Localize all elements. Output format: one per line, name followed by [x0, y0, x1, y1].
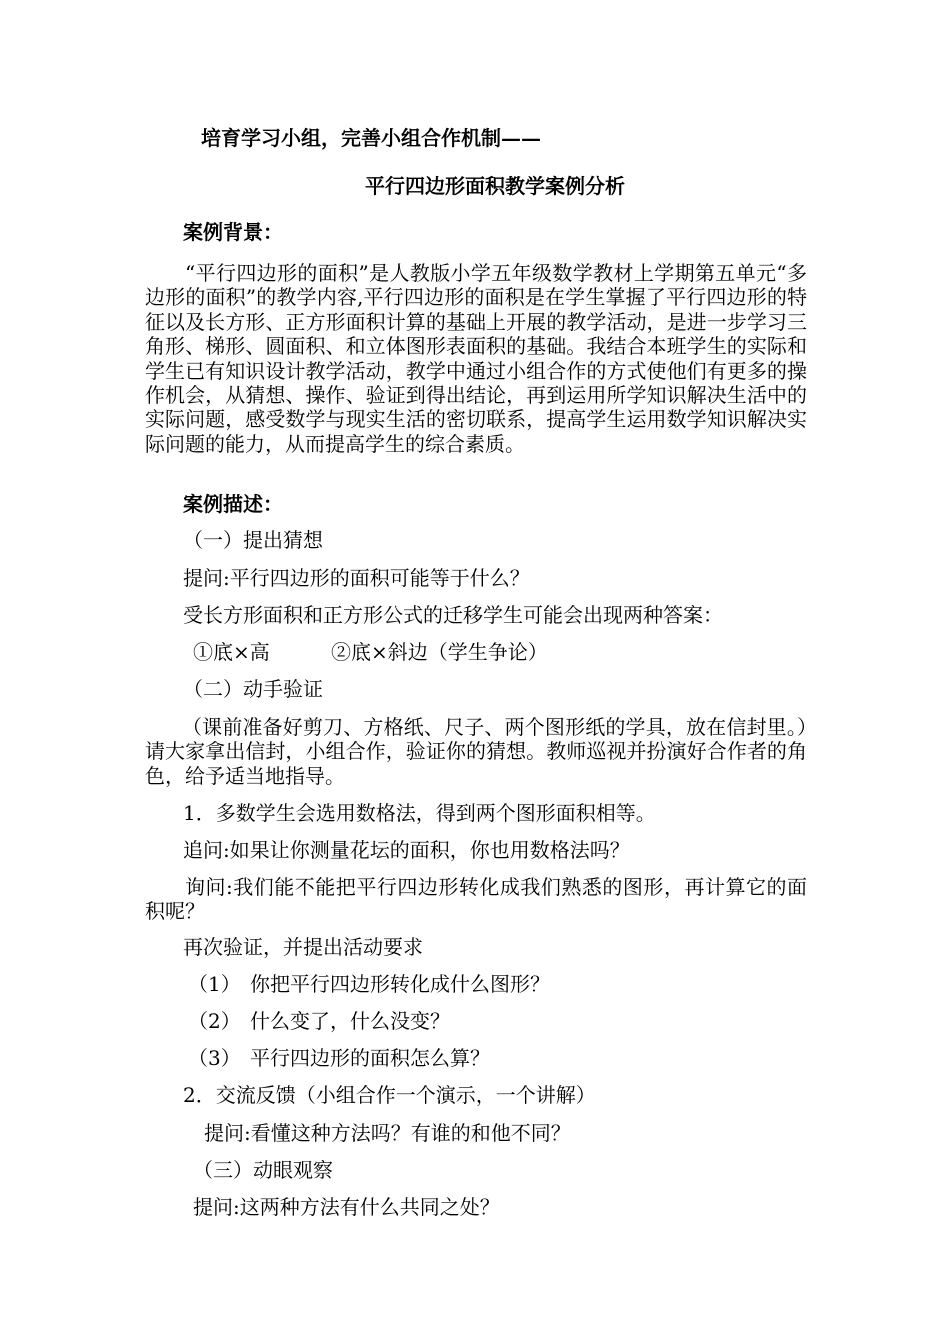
- answer-2: ②底×斜边（学生争论）: [331, 640, 548, 664]
- requirement-1-number: （1）: [188, 972, 241, 996]
- title-line-1: 培育学习小组，完善小组合作机制——: [201, 126, 541, 150]
- preparation-paragraph: （课前准备好剪刀、方格纸、尺子、两个图形纸的学具，放在信封里。）请大家拿出信封，小组合作，验证你的猜想。教师巡视并扮演好合作者的角色，给予适当地指导。: [145, 715, 807, 788]
- follow-up-question: 追问:如果让你测量花坛的面积，你也用数格法吗？: [183, 838, 630, 862]
- answer-1: ①底×高: [193, 640, 270, 664]
- section-1-heading: （一）提出猜想: [183, 528, 323, 552]
- section-2-heading: （二）动手验证: [183, 677, 323, 701]
- item-2: 2．交流反馈（小组合作一个演示，一个讲解）: [183, 1083, 596, 1107]
- question-2: 提问:看懂这种方法吗？有谁的和他不同？: [204, 1121, 571, 1145]
- requirement-3-number: （3）: [188, 1046, 241, 1070]
- question-1: 提问:平行四边形的面积可能等于什么？: [183, 566, 530, 590]
- inquiry-paragraph: 询问:我们能不能把平行四边形转化成我们熟悉的图形，再计算它的面积呢？: [145, 875, 807, 924]
- requirement-1-text: 你把平行四边形转化成什么图形？: [250, 972, 550, 996]
- background-heading: 案例背景：: [183, 220, 283, 244]
- requirement-2-text: 什么变了，什么没变？: [250, 1009, 450, 1033]
- description-heading: 案例描述：: [183, 492, 283, 516]
- question-3: 提问:这两种方法有什么共同之处？: [193, 1195, 500, 1219]
- section-3-heading: （三）动眼观察: [193, 1158, 333, 1182]
- title-line-2: 平行四边形面积教学案例分析: [365, 174, 625, 198]
- answers-intro: 受长方形面积和正方形公式的迁移学生可能会出现两种答案：: [183, 603, 723, 627]
- reverify-text: 再次验证，并提出活动要求: [183, 935, 423, 959]
- requirement-2-number: （2）: [188, 1009, 241, 1033]
- requirement-3-text: 平行四边形的面积怎么算？: [250, 1046, 490, 1070]
- item-1: 1．多数学生会选用数格法，得到两个图形面积相等。: [183, 801, 656, 825]
- background-paragraph: “平行四边形的面积”是人教版小学五年级数学教材上学期第五单元“多边形的面积”的教学内容,平行四边形的面积是在学生掌握了平行四边形的特征以及长方形、正方形面积计算的基础上开展的教学活动，是进一步学习三角形、梯形、圆面积、和立体图形表面积的基础。我结合本班学生的实际和学生已有知识设计教学活动，教学中通过小组合作的方式使他们有更多的操作机会，从猜想、操作、验证到得出结论，再到运用所学知识解决生活中的实际问题，感受数学与现实生活的密切联系，提高学生运用数学知识解决实际问题的能力，从而提高学生的综合素质。: [145, 261, 807, 456]
